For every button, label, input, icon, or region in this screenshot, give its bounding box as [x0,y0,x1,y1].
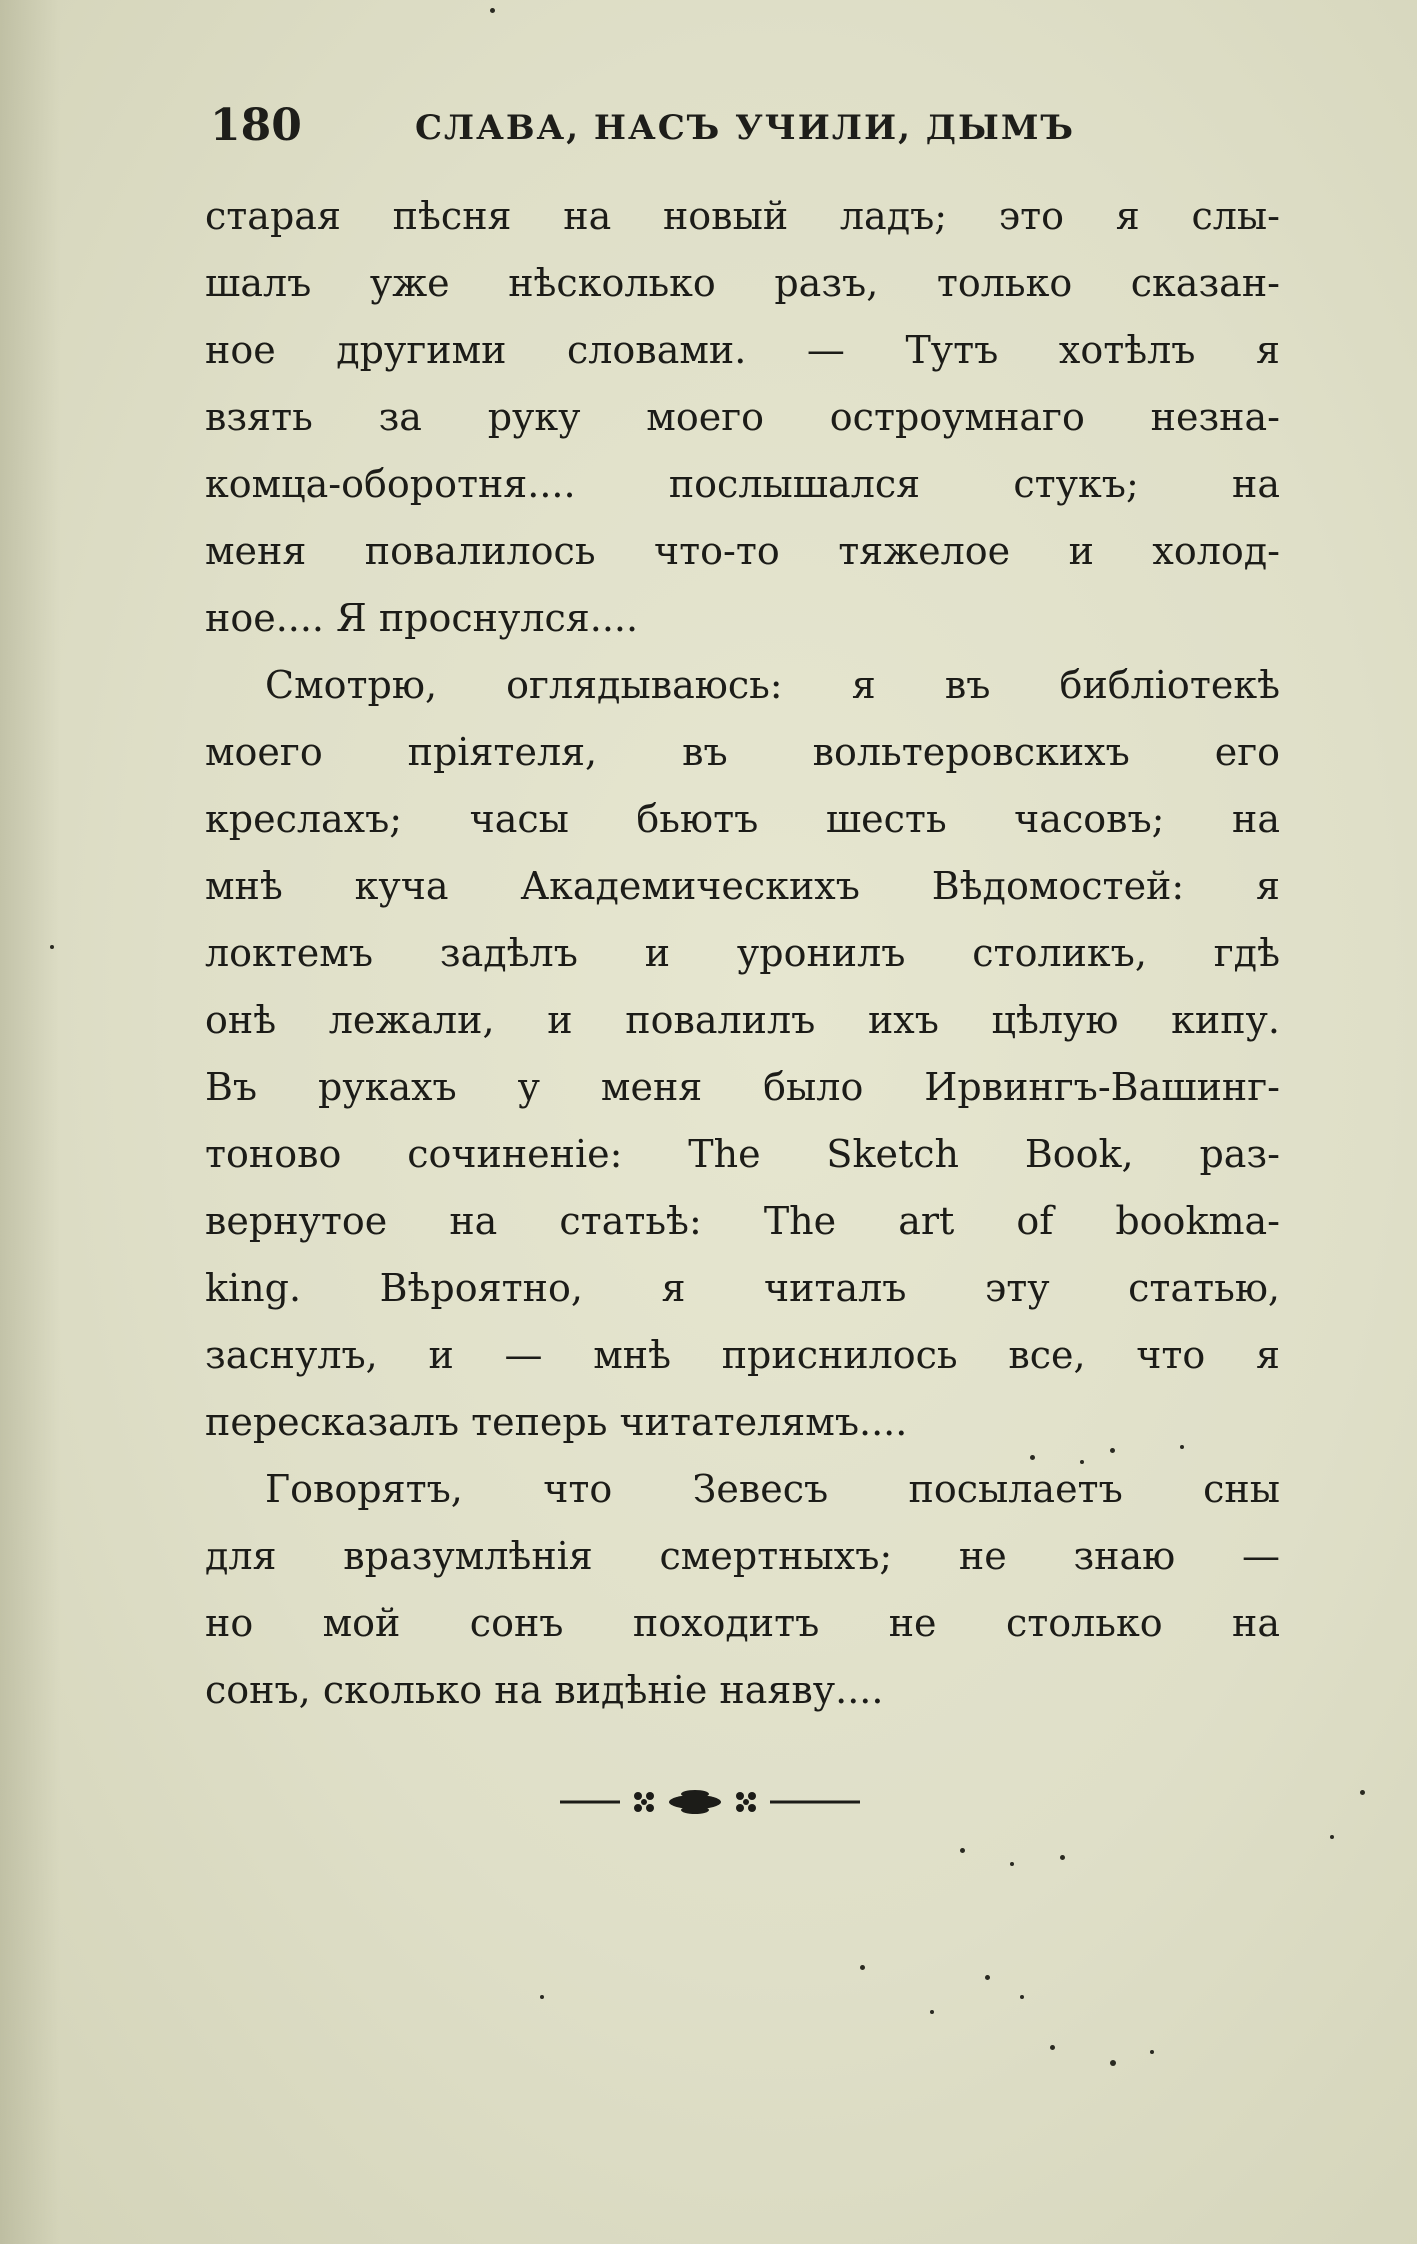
foxing-speck [1080,1460,1084,1464]
text-line: пересказалъ теперь читателямъ.... [205,1400,908,1444]
text-line: ное.... Я проснулся.... [205,596,639,640]
foxing-speck [50,945,54,949]
body-text [205,183,1280,1724]
foxing-speck [960,1848,965,1853]
foxing-speck [1060,1855,1065,1860]
foxing-speck [930,2010,934,2014]
gutter-shadow [0,0,60,2244]
foxing-speck [985,1975,990,1980]
text-line: заснулъ, и — мнѣ приснилось все, что я [205,1333,1280,1377]
text-line: Смотрю, оглядываюсь: я въ библіотекѣ [265,663,1280,707]
text-line: мнѣ куча Академическихъ Вѣдомостей: я [205,864,1280,908]
text-line: шалъ уже нѣсколько разъ, только сказан- [205,261,1280,305]
text-line: Въ рукахъ у меня было Ирвингъ-Вашинг- [205,1065,1280,1109]
text-line: тоново сочиненіе: The Sketch Book, раз- [205,1132,1280,1176]
foxing-speck [1110,2060,1116,2066]
text-line: Говорятъ, что Зевесъ посылаетъ сны [265,1467,1280,1511]
text-line: меня повалилось что-то тяжелое и холод- [205,529,1280,573]
text-line: вернутое на статьѣ: The art of bookma- [205,1199,1280,1243]
running-head [210,100,1210,160]
text-line: старая пѣсня на новый ладъ; это я слы- [205,194,1280,238]
text-line: онѣ лежали, и повалилъ ихъ цѣлую кипу. [205,998,1280,1042]
foxing-speck [1010,1862,1014,1866]
text-line: креслахъ; часы бьютъ шесть часовъ; на [205,797,1280,841]
text-line: но мой сонъ походитъ не столько на [205,1601,1280,1645]
foxing-speck [1330,1835,1334,1839]
text-line: ное другими словами. — Тутъ хотѣлъ я [205,328,1280,372]
running-title: СЛАВА, НАСЪ УЧИЛИ, ДЫМЪ [415,108,1076,148]
text-line: сонъ, сколько на видѣніе наяву.... [205,1668,884,1712]
foxing-speck [540,1995,544,1999]
text-line: для вразумлѣнія смертныхъ; не знаю — [205,1534,1280,1578]
text-line: взять за руку моего остроумнаго незна- [205,395,1280,439]
foxing-speck [860,1965,865,1970]
text-line: комца-оборотня.... послышался стукъ; на [205,462,1280,506]
text-line: моего пріятеля, въ вольтеровскихъ его [205,730,1280,774]
text-line: king. Вѣроятно, я читалъ эту статью, [205,1266,1280,1310]
tailpiece-ornament [560,1782,900,1822]
foxing-speck [1020,1995,1024,1999]
foxing-speck [490,8,495,13]
text-line: локтемъ задѣлъ и уронилъ столикъ, гдѣ [205,931,1280,975]
foxing-speck [1150,2050,1154,2054]
foxing-speck [1030,1455,1035,1460]
foxing-speck [1050,2045,1055,2050]
page-number: 180 [210,100,302,151]
foxing-speck [1180,1445,1184,1449]
foxing-speck [1360,1790,1365,1795]
foxing-speck [1110,1448,1115,1453]
